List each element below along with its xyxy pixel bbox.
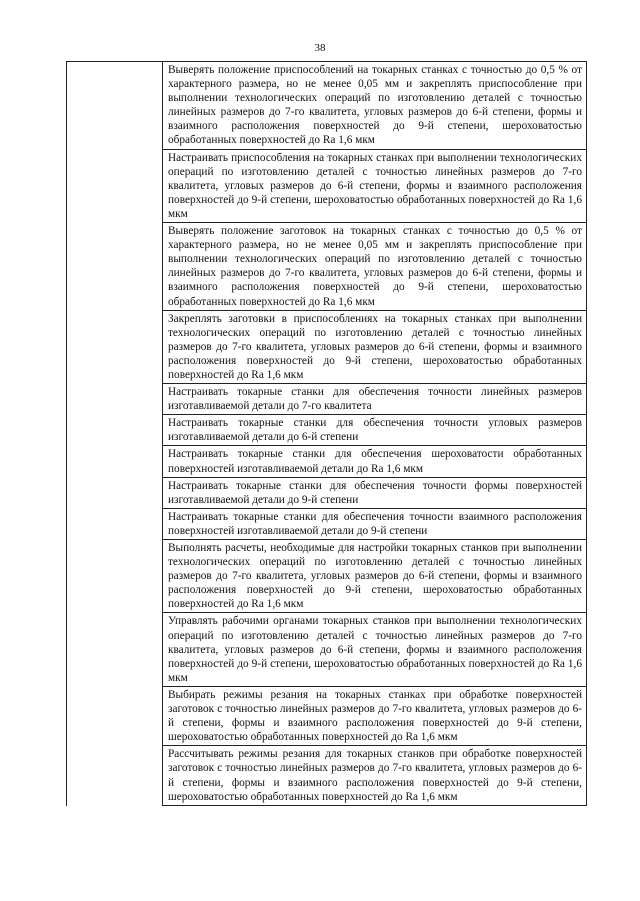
requirements-table — [66, 61, 587, 806]
table-row: Настраивать токарные станки для обеспечения точности линейных размеров изготавливаемой детали до 7-го квалитета — [163, 384, 587, 415]
table-row: Настраивать токарные станки для обеспечения шероховатости обработанных поверхностей изготавливаемой детали до Ra 1,6 мкм — [163, 446, 587, 477]
table-row: Закреплять заготовки в приспособлениях на токарных станках при выполнении технологических операций по изготовлению деталей с точностью линейных размеров до 7-го квалитета, угловых размеров до 6-й степени, формы и взаимного расположения поверхностей до 9-й степени, шероховатостью обработанных поверхностей до Ra 1,6 мкм — [163, 311, 587, 384]
table-row: Выбирать режимы резания на токарных станках при обработке поверхностей заготовок с точностью линейных размеров до 7-го квалитета, угловых размеров до 6-й степени, формы и взаимного расположения поверхностей до 9-й степени, шероховатостью обработанных поверхностей до Ra 1,6 мкм — [163, 687, 587, 746]
table-row: Настраивать приспособления на токарных станках при выполнении технологических операций по изготовлению деталей с точностью линейных размеров до 7-го квалитета, угловых размеров до 6-й степени, формы и взаимного расположения поверхностей до 9-й степени, шероховатостью обработанных поверхностей до Ra 1,6 мкм — [163, 150, 587, 223]
table-row: Настраивать токарные станки для обеспечения точности угловых размеров изготавливаемой детали до 6-й степени — [163, 415, 587, 446]
table-row: Управлять рабочими органами токарных станков при выполнении технологических операций по изготовлению деталей с точностью линейных размеров до 7-го квалитета, угловых размеров до 6-й степени, формы и взаимного расположения поверхностей до 9-й степени, шероховатостью обработанных поверхностей до Ra 1,6 мкм — [163, 613, 587, 686]
table-row: Настраивать токарные станки для обеспечения точности взаимного расположения поверхностей изготавливаемой детали до 9-й степени — [163, 509, 587, 540]
table-row: Выверять положение приспособлений на токарных станках с точностью до 0,5 % от характерного размера, но не менее 0,05 мм и закреплять приспособление при выполнении технологических операций по изготовлению деталей с точностью линейных размеров до 7-го квалитета, угловых размеров до 6-й степени, формы и взаимного расположения поверхностей до 9-й степени, шероховатостью обработанных поверхностей до Ra 1,6 мкм — [163, 62, 587, 150]
requirements-column — [163, 62, 587, 806]
table-row: Выполнять расчеты, необходимые для настройки токарных станков при выполнении технологических операций по изготовлению деталей с точностью линейных размеров до 7-го квалитета, угловых размеров до 6-й степени, формы и взаимного расположения поверхностей до 9-й степени, шероховатостью обработанных поверхностей до Ra 1,6 мкм — [163, 540, 587, 613]
table-row: Выверять положение заготовок на токарных станках с точностью до 0,5 % от характерного размера, но не менее 0,05 мм и закреплять приспособление при выполнении технологических операций по изготовлению деталей с точностью линейных размеров до 7-го квалитета, угловых размеров до 6-й степени, формы и взаимного расположения поверхностей до 9-й степени, шероховатостью обработанных поверхностей до Ra 1,6 мкм — [163, 223, 587, 311]
table-row: Рассчитывать режимы резания для токарных станков при обработке поверхностей заготовок с точностью линейных размеров до 7-го квалитета, угловых размеров до 6-й степени, формы и взаимного расположения поверхностей до 9-й степени, шероховатостью обработанных поверхностей до Ra 1,6 мкм — [163, 746, 587, 805]
page-number: 38 — [314, 42, 326, 54]
table-row: Настраивать токарные станки для обеспечения точности формы поверхностей изготавливаемой детали до 9-й степени — [163, 478, 587, 509]
empty-left-column — [67, 62, 163, 806]
